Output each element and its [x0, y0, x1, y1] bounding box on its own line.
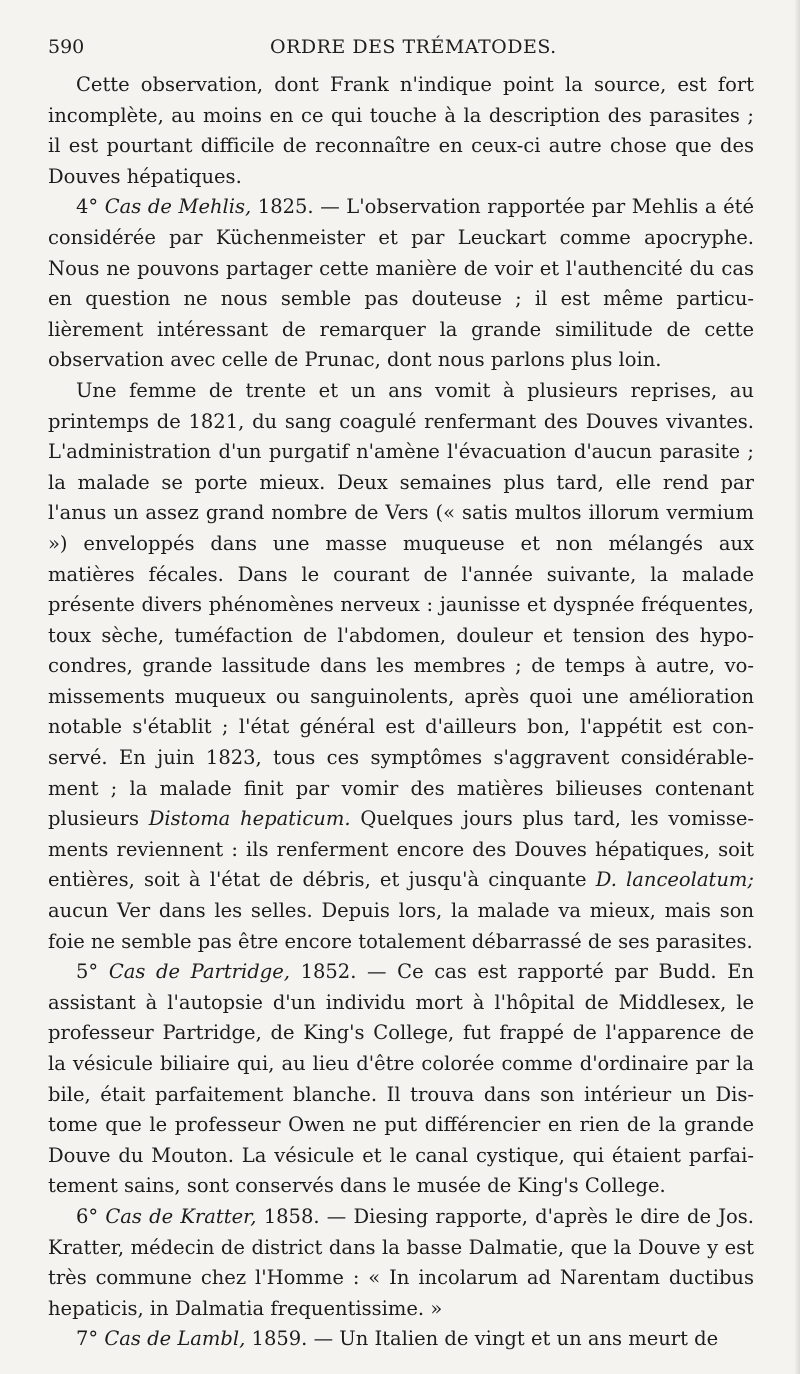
paragraph-text: 1859. — Un Italien de vingt et un ans meurt de	[245, 1327, 719, 1351]
case-number: 5°	[76, 960, 99, 984]
paragraph-case-mehlis	[48, 192, 754, 376]
paragraph-text: 1825. — L'observation rapportée par Mehlis a été considérée par Küchenmeister et par Leuckart comme apocryphe. Nous ne pouvons partager cette manière de voir et l'authencité du cas en question ne nous semble pas douteuse ; il est même particulièrement intéressant de remarquer la grande similitude de cette observation avec celle de Prunac, dont nous parlons plus loin.	[48, 195, 754, 372]
paragraph-text: Cette observation, dont Frank n'indique point la source, est fort incomplète, au moins en ce qui touche à la description des parasites ; il est pourtant difficile de reconnaître en ceux-ci autre chose que des Douves hépatiques.	[48, 73, 754, 188]
case-number: 4°	[76, 195, 99, 219]
paragraph-case-lambl	[48, 1324, 754, 1355]
case-title: Cas de Mehlis,	[104, 195, 252, 219]
paragraph-text: 1858. — Diesing rapporte, d'après le dire de Jos. Kratter, médecin de district dans la basse Dalmatie, que la Douve y est très commune chez l'Homme : « In incolarum ad Narentam ductibus hepaticis, in Dalmatia frequentissime. »	[48, 1204, 754, 1320]
page-header	[48, 36, 754, 62]
running-title: ORDRE DES TRÉMATODES.	[270, 36, 557, 58]
paragraph-text: Une femme de trente et un ans vomit à plusieurs reprises, au printemps de 1821, du sang coagulé renfermant des Douves vivantes. L'administration d'un purgatif n'amène l'évacuation d'aucun parasite ; la malade se porte mieux. Deux semaines plus tard, elle rend par l'anus un assez grand nombre de Vers (« satis multos illorum vermium ») enveloppés dans une masse muqueuse et non mélangés aux matières fécales. Dans le courant de l'année suivante, la malade présente divers phénomènes nerveux : jaunisse et dyspnée fréquentes, toux sèche, tuméfaction de l'abdomen, douleur et tension des hypocondres, grande lassitude dans les membres ; de temps à autre, vomissements muqueux ou sanguinolents, après quoi une amélioration notable s'établit ; l'état général est d'ailleurs bon, l'appétit est conservé. En juin 1823, tous ces symptômes s'aggravent considérablement ; la malade finit par vomir des matières bilieuses contenant plusieurs	[48, 378, 754, 831]
paragraph-text: Quelques jours plus tard, les vomissements reviennent : ils renferment encore des Douves hépatiques, soit entières, soit à l'état de débris, et jusqu'à cinquante	[48, 807, 754, 892]
paragraph-text: 1852. — Ce cas est rapporté par Budd. En assistant à l'autopsie d'un individu mort à l'hôpital de Middlesex, le professeur Partridge, de King's College, fut frappé de l'apparence de la vésicule biliaire qui, au lieu d'être colorée comme d'ordinaire par la bile, était parfaitement blanche. Il trouva dans son intérieur un Distome que le professeur Owen ne put différencier en rien de la grande Douve du Mouton. La vésicule et le canal cystique, qui étaient parfaitement sains, sont conservés dans le musée de King's College.	[48, 960, 755, 1198]
paragraph-case-kratter	[48, 1202, 754, 1324]
case-number: 6°	[76, 1204, 99, 1228]
species-name: Distoma hepaticum.	[148, 807, 351, 831]
page-number: 590	[48, 36, 85, 58]
page-edge-shadow	[794, 0, 800, 1374]
case-title: Cas de Kratter,	[105, 1204, 257, 1228]
paragraph-case-description	[48, 376, 754, 957]
paragraph	[48, 70, 754, 192]
page-body	[48, 70, 754, 1355]
paragraph-case-partridge	[48, 957, 754, 1202]
case-number: 7°	[76, 1327, 99, 1351]
paragraph-text: aucun Ver dans les selles. Depuis lors, la malade va mieux, mais son foie ne semble pas être encore totalement débarrassé de ses parasites.	[48, 899, 754, 953]
species-name: D. lanceolatum;	[595, 868, 754, 892]
case-title: Cas de Partridge,	[108, 960, 290, 984]
case-title: Cas de Lambl,	[104, 1327, 246, 1351]
